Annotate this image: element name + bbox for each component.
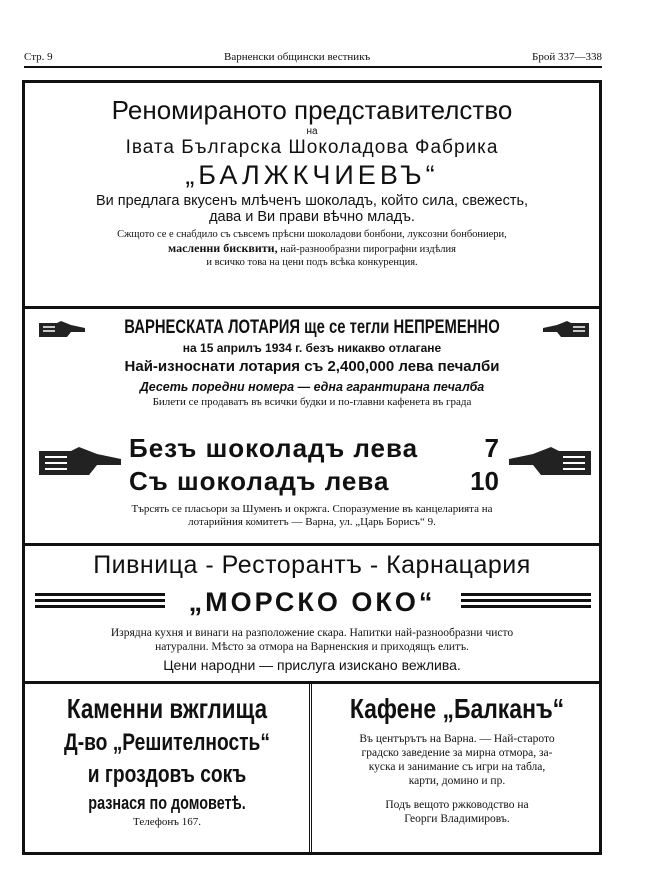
chocolate-ad-pyrography: най-разнообразни пирографни издѣлия <box>277 244 456 255</box>
coal-ad-company: Д-во „Решителность“ <box>64 729 270 756</box>
chocolate-ad-na: на <box>306 126 318 137</box>
pointing-hand-left-icon <box>507 445 593 479</box>
page-number: Стр. 9 <box>24 51 53 63</box>
price-row-without-chocolate <box>129 433 509 466</box>
cafe-ad-line-5: Подъ вещото ржководство на <box>385 799 529 811</box>
lottery-ad-date: на 15 априлъ 1934 г. безъ никакво отлагане <box>182 341 442 355</box>
cafe-ad-line-2: градско заведение за мирна отмора, за- <box>361 747 553 759</box>
price-value: 10 <box>470 466 499 496</box>
lottery-prices <box>129 433 509 499</box>
chocolate-ad-supply-2 <box>25 241 599 256</box>
price-label: Безъ шоколадъ лева <box>129 433 419 463</box>
restaurant-ad-title: Пивница - Ресторантъ - Карнацария <box>93 551 531 579</box>
lottery-ad-address: лотарийния комитетъ — Варна, ул. „Царь Борисъ“ 9. <box>188 516 436 528</box>
cafe-ad-owner: Георги Владимировъ. <box>404 813 510 825</box>
lottery-ad-footer <box>25 503 599 528</box>
newspaper-title: Варненски общински вестникъ <box>224 51 371 63</box>
price-label: Съ шоколадъ лева <box>129 466 390 496</box>
restaurant-ad-line-1: Изрядна кухня и винаги на разположение скара. Напитки най-разнообразни чисто <box>110 627 514 639</box>
lottery-ad-title-mid: ще се тегли <box>300 317 394 338</box>
cafe-ad-line-1: Въ центърътъ на Варна. — Най-старото <box>359 733 555 745</box>
chocolate-ad <box>25 95 599 268</box>
restaurant-ad-line-2: натурални. Мѣсто за отмора на Варненския и приходящъ елитъ. <box>155 641 469 653</box>
lottery-ad-prizes: Най-износнати лотария съ 2,400,000 лева печалби <box>124 358 500 375</box>
divider-rule <box>25 306 599 309</box>
restaurant-ad <box>25 551 599 580</box>
coal-ad <box>25 693 309 828</box>
lottery-ad-title <box>88 317 536 339</box>
coal-ad-juice: и гроздовъ сокъ <box>87 761 247 788</box>
price-row-with-chocolate <box>129 466 509 499</box>
lottery-ad <box>25 317 599 408</box>
chocolate-ad-biscuits: масленни бисквити, <box>168 241 278 255</box>
cafe-ad <box>315 693 599 825</box>
chocolate-ad-offer: Ви предлага вкусенъ млѣченъ шоколадъ, който сила, свежесть, <box>95 193 529 209</box>
chocolate-ad-offer-2: дава и Ви прави вѣчно младъ. <box>209 209 415 225</box>
chocolate-ad-prices: и всичко това на цени подъ всѣка конкуренция. <box>206 257 418 268</box>
cafe-ad-line-4: карти, домино и пр. <box>408 775 506 787</box>
coal-ad-delivery: разнася по домоветѣ. <box>88 793 246 813</box>
lottery-ad-title-emph: НЕПРЕМЕННО <box>393 317 500 338</box>
coal-ad-phone: Телефонъ 167. <box>133 816 201 828</box>
lottery-ad-sellers: Търсять се пласьори за Шуменъ и окржга. Споразумение въ канцеларията на <box>131 503 493 515</box>
restaurant-ad-text <box>25 627 599 673</box>
page-header <box>24 50 602 68</box>
coal-ad-title: Каменни вжглища <box>66 693 268 724</box>
restaurant-ad-name: „МОРСКО ОКО“ <box>188 587 436 617</box>
chocolate-ad-supply: Сжщото се е снабдило съ съвсемъ прѣсни шоколадови бонбони, луксозни бонбониери, <box>117 229 507 240</box>
chocolate-ad-heading: Реномираното представителство <box>111 95 513 125</box>
restaurant-ad-line-3: Цени народни — прислуга изискано вежлива. <box>163 657 461 673</box>
advertisement-frame <box>22 80 602 855</box>
cafe-ad-line-3: куска и занимание съ игри на табла, <box>368 761 546 773</box>
issue-number: Брой 337—338 <box>532 51 602 63</box>
lottery-ad-tickets: Билети се продаватъ въ всички будки и по-главни кафенета въ града <box>152 396 472 408</box>
price-value: 7 <box>484 433 499 463</box>
chocolate-ad-brand: „БАЛЖКЧИЕВЪ“ <box>185 160 439 190</box>
chocolate-ad-factory: Івата Българска Шоколадова Фабрика <box>125 137 499 158</box>
lottery-ad-guarantee: Десеть поредни номера — една гарантирана печалба <box>139 380 485 394</box>
divider-rule <box>25 681 599 684</box>
restaurant-ad-name-wrap <box>25 587 599 618</box>
pointing-hand-right-icon <box>37 445 123 479</box>
divider-rule <box>25 543 599 546</box>
lottery-ad-title-name: ВАРНЕСКАТА ЛОТАРИЯ <box>124 317 301 338</box>
cafe-ad-title: Кафене „Балканъ“ <box>349 693 565 724</box>
column-divider <box>309 684 312 855</box>
